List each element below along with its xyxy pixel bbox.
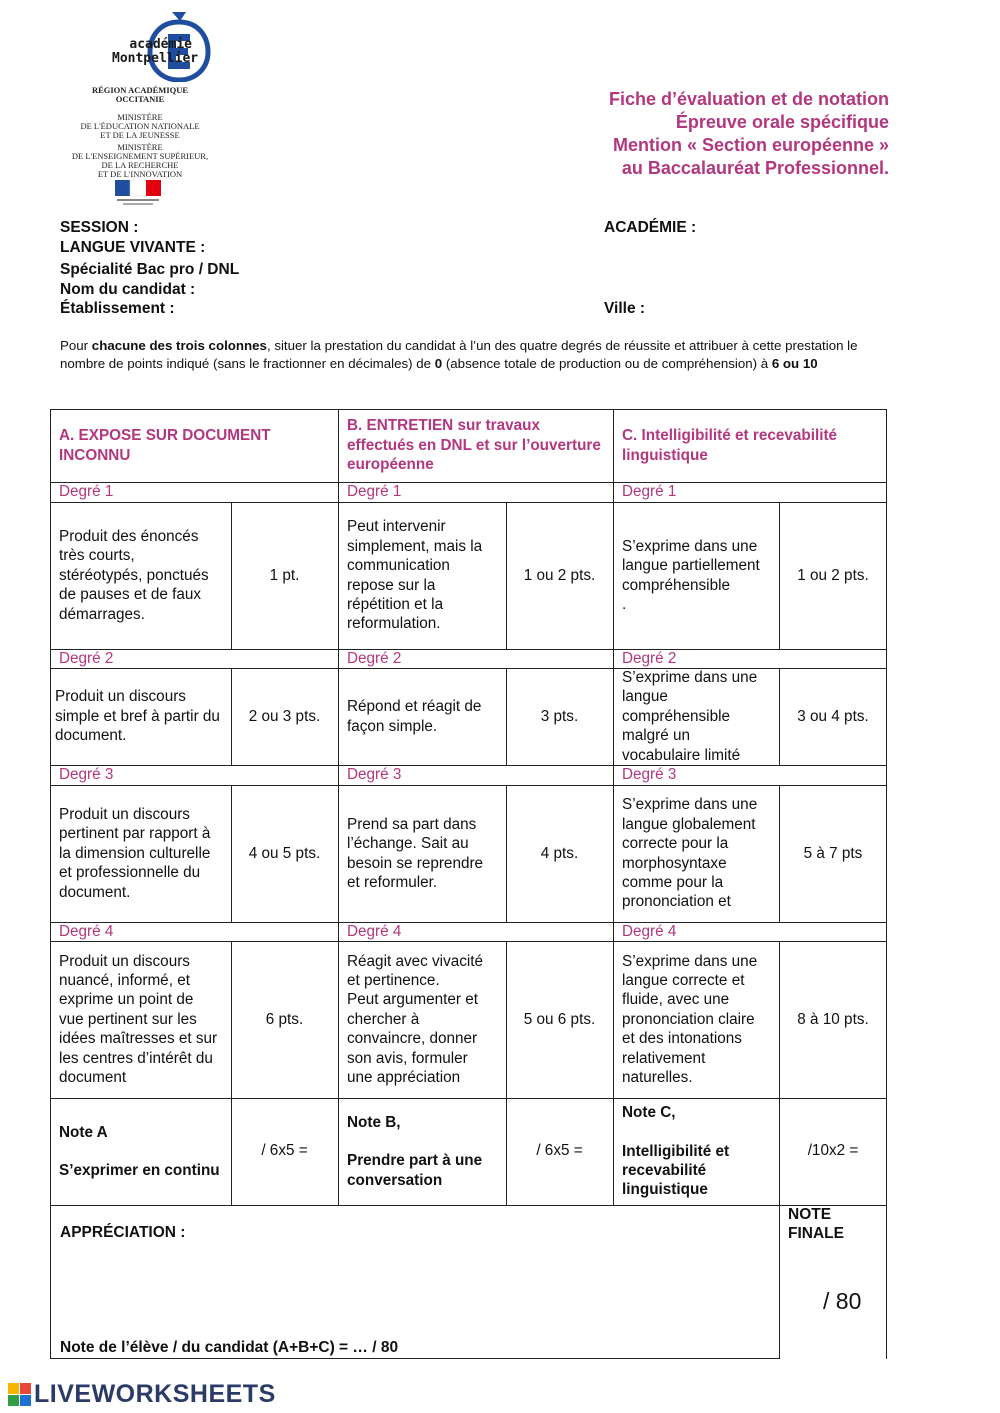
region-line1: RÉGION ACADÉMIQUE — [91, 85, 189, 95]
degree-3-c-text: S’exprime dans une langue globalement correcte pour la morphosyntaxe comme pour la prononciation et — [622, 796, 758, 911]
degree-1-a-points: 1 pt. — [269, 566, 300, 584]
note-b-cell — [338, 1098, 506, 1205]
title-line3: Mention « Section européenne » — [612, 135, 889, 155]
grid-line — [50, 1205, 887, 1206]
grid-line — [231, 668, 232, 765]
title-line2: Épreuve orale spécifique — [675, 112, 889, 132]
ville-label: Ville : — [604, 300, 646, 317]
academie-line1: académie — [129, 37, 192, 52]
academie-name — [112, 37, 199, 66]
degree-2-b-points: 3 pts. — [540, 707, 579, 725]
ministere1-line: MINISTÈRE — [117, 112, 163, 122]
degree-2-label-c: Degré 2 — [622, 649, 677, 667]
grid-line — [50, 409, 887, 410]
header-col-a: A. EXPOSE SUR DOCUMENT INCONNU — [59, 427, 271, 464]
academie-label: ACADÉMIE : — [604, 219, 697, 236]
grid-line — [886, 409, 887, 1359]
region-label — [60, 86, 220, 104]
degree-4-a-points: 6 pts. — [265, 1010, 304, 1028]
degree-2-c-text: S’exprime dans une langue compréhensible malgré un vocabulaire limité — [622, 668, 758, 764]
candidate-formula: Note de l’élève / du candidat (A+B+C) = … / 80 — [60, 1339, 399, 1356]
note-b-title: Note B, — [347, 1113, 401, 1131]
session-label: SESSION : — [60, 219, 139, 236]
degree-2-label-a: Degré 2 — [59, 649, 114, 667]
degree-4-a-text: Produit un discours nuancé, informé, et exprime un point de vue pertinent sur les idées maîtresses et sur les centres d’intérêt du document — [59, 952, 218, 1087]
grid-line — [50, 765, 887, 766]
appreciation-label: APPRÉCIATION : — [60, 1224, 186, 1241]
degree-4-label-b: Degré 4 — [347, 922, 402, 940]
grid-line — [50, 502, 887, 503]
title-line1: Fiche d’évaluation et de notation — [608, 89, 889, 109]
intro-bold: 0 — [434, 355, 443, 371]
degree-1-label-b: Degré 1 — [347, 483, 402, 500]
grid-line — [50, 941, 887, 942]
academie-line2: Montpellier — [112, 51, 199, 66]
degree-4-label-c: Degré 4 — [622, 922, 677, 940]
grid-line — [338, 409, 339, 1205]
grid-line — [50, 409, 51, 1359]
langue-label: LANGUE VIVANTE : — [60, 239, 206, 256]
intro-text: (absence totale de production ou de compréhension) à — [442, 355, 772, 371]
degree-1-a-text: Produit des énoncés très courts, stéréotypés, ponctués de pauses et de faux démarrages. — [59, 527, 209, 623]
grid-line — [779, 941, 780, 1359]
grid-line — [506, 941, 507, 1205]
ministere-enseignement — [60, 143, 220, 179]
total-score: / 80 — [823, 1288, 862, 1314]
grid-line — [231, 785, 232, 922]
degree-3-b-points: 4 pts. — [540, 844, 579, 862]
header-col-c: C. Intelligibilité et recevabilité linguistique — [622, 427, 838, 464]
degree-3-b-text: Prend sa part dans l’échange. Sait au besoin se reprendre et reformuler. — [347, 815, 484, 891]
grid-line — [779, 785, 780, 922]
degree-2-a-text: Produit un discours simple et bref à partir du document. — [55, 688, 220, 745]
degree-3-label-a: Degré 3 — [59, 766, 114, 783]
degree-2-c-points: 3 ou 4 pts. — [797, 707, 869, 725]
degree-4-label-a: Degré 4 — [59, 922, 114, 940]
grid-line — [779, 668, 780, 765]
note-b-calc: / 6x5 = — [536, 1142, 583, 1159]
intro-bold: 6 ou 10 — [771, 355, 818, 371]
etablissement-label: Établissement : — [60, 300, 175, 317]
degree-4-c-text: S’exprime dans une langue correcte et fluide, avec une prononciation claire et des intonations relativement naturelles. — [622, 952, 758, 1087]
ministere2-line: MINISTÈRE — [117, 142, 163, 152]
grid-line — [50, 1358, 779, 1359]
region-line2: OCCITANIE — [115, 94, 165, 104]
ministere1-line: DE L'ÉDUCATION NATIONALE — [80, 121, 200, 131]
note-finale-label: NOTE FINALE — [788, 1206, 844, 1242]
grid-line — [50, 668, 887, 669]
academie-logo — [60, 10, 220, 210]
note-c-calc: /10x2 = — [807, 1142, 859, 1159]
marianne-flag-icon — [115, 180, 161, 208]
intro-text: Pour — [60, 338, 92, 353]
degree-3-label-b: Degré 3 — [347, 766, 402, 783]
grid-line — [231, 941, 232, 1205]
intro-text: , situer la prestation du candidat à l’un des quatre degrés de réussite et attribuer à cette prestation le nombre de points indiqué (sans le fractionner en décimales) de — [60, 338, 858, 371]
note-a-subtitle: S’exprimer en continu — [59, 1162, 220, 1179]
degree-2-b-text: Répond et réagit de façon simple. — [347, 698, 482, 735]
note-c-cell — [613, 1098, 779, 1205]
note-c-title: Note C, — [622, 1104, 676, 1122]
degree-4-b-points: 5 ou 6 pts. — [523, 1010, 596, 1028]
grid-line — [50, 922, 887, 923]
degree-3-a-points: 4 ou 5 pts. — [248, 844, 321, 862]
degree-1-label-c: Degré 1 — [622, 483, 677, 500]
note-c-subtitle: Intelligibilité et recevabilité linguistique — [622, 1142, 730, 1199]
intro-bold: chacune des trois colonnes — [91, 338, 267, 353]
header-col-b: B. ENTRETIEN sur travaux effectués en DNL et sur l’ouverture européenne — [347, 417, 601, 474]
document-title — [609, 88, 889, 180]
grid-line — [50, 785, 887, 786]
grid-line — [506, 502, 507, 649]
liveworksheets-blocks-icon — [8, 1383, 32, 1407]
degree-1-label-a: Degré 1 — [59, 483, 114, 500]
degree-3-c-points: 5 à 7 pts — [803, 844, 863, 862]
degree-3-label-c: Degré 3 — [622, 766, 677, 783]
grid-line — [779, 502, 780, 649]
evaluation-grid — [50, 409, 887, 1359]
note-a-cell — [50, 1098, 231, 1205]
specialite-label: Spécialité Bac pro / DNL — [60, 261, 240, 278]
grid-line — [506, 668, 507, 765]
degree-4-c-points: 8 à 10 pts. — [797, 1010, 869, 1028]
ministere1-line: ET DE LA JEUNESSE — [100, 130, 180, 140]
grid-line — [50, 649, 887, 650]
note-a-calc: / 6x5 = — [261, 1142, 308, 1159]
degree-1-b-points: 1 ou 2 pts. — [523, 566, 596, 584]
candidat-label: Nom du candidat : — [60, 281, 196, 298]
degree-2-label-b: Degré 2 — [347, 649, 402, 667]
degree-1-c-text: S’exprime dans une langue partiellement compréhensible . — [622, 537, 760, 613]
degree-4-b-text: Réagit avec vivacité et pertinence. Peut argumenter et chercher à convaincre, donner son avis, formuler une appréciation — [347, 952, 484, 1087]
degree-1-c-points: 1 ou 2 pts. — [797, 566, 869, 584]
ministere2-line: DE LA RECHERCHE — [101, 160, 179, 170]
ministere2-line: DE L'ENSEIGNEMENT SUPÉRIEUR, — [71, 151, 209, 161]
grid-line — [613, 409, 614, 1205]
liveworksheets-brand: LIVEWORKSHEETS — [34, 1380, 276, 1408]
ministere2-line: ET DE L'INNOVATION — [97, 169, 183, 179]
instructions-paragraph — [60, 337, 900, 372]
grid-line — [50, 1098, 887, 1099]
ministere-education — [60, 113, 220, 140]
grid-line — [231, 502, 232, 649]
degree-3-a-text: Produit un discours pertinent par rapport à la dimension culturelle et professionnelle du document. — [59, 805, 211, 901]
grid-line — [506, 785, 507, 922]
note-a-title: Note A — [59, 1123, 108, 1141]
degree-2-a-points: 2 ou 3 pts. — [248, 707, 321, 725]
grid-line — [50, 482, 887, 483]
title-line4: au Baccalauréat Professionnel. — [621, 158, 889, 178]
degree-1-b-text: Peut intervenir simplement, mais la communication repose sur la répétition et la reformulation. — [347, 518, 483, 633]
note-b-subtitle: Prendre part à une conversation — [347, 1152, 483, 1189]
